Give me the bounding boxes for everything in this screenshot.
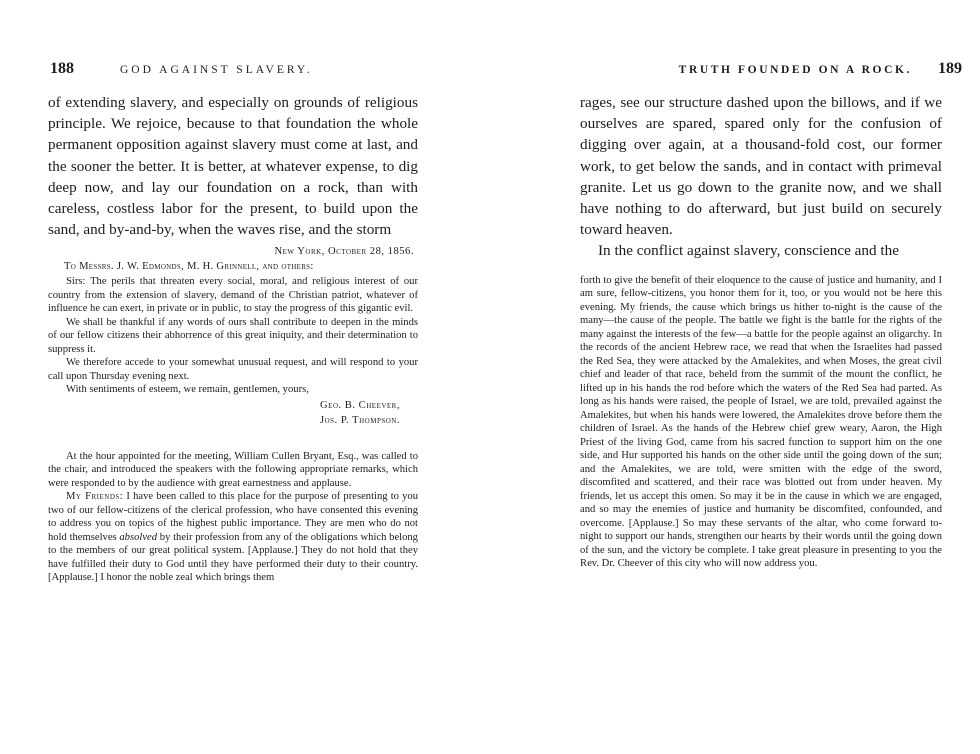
right-page — [490, 0, 980, 754]
running-head: TRUTH FOUNDED ON A ROCK. — [678, 64, 912, 76]
body-paragraph: In the conflict against slavery, conscience and the — [598, 242, 899, 260]
speech-text: I have been called to this place for the purpose of presenting to you two of our fellow-citizens of the clerical profession, who have consented this evening to address you on topics of the highest public importance. They are men who do not hold themselves — [48, 491, 418, 543]
speech-continued: forth to give the benefit of their eloquence to the cause of justice and humanity, and I am sure, fellow-citizens, you honor them for it, too, or you would not be here this evening. My friends, the cause which brings us hither to-night is the cause of the many—the cause of the people. The battle we fight is the battle for the rights of the many against the interests of the few—a battle for the people against an oligarchy. In the records of the ancient Hebrew race, we read that when the Israelites had passed the Red Sea, they were attacked by the Amalekites, and when Moses, the great civil chief and leader of that race, beheld from the summit of the mount the conflict, he lifted up in his hands the rod before which the waters of the Red Sea had parted. As long as his hands were raised, the people of Israel, we are told, prevailed against the Amalekites, but when his hands were lowered, the Amalekites drove before them the children of Israel. As the hands of the Hebrew chief grew weary, Aaron, the High Priest of the living God, came from his sacred function to support him on the one side, and Hur supported his hands on the other side until the going down of the sun; and the Amalekites, we are told, were smitten with the edge of the sword, discomfited and scattered, and their race was blotted out from under heaven. My friends, let us accept this omen. So may it be in the cause in which we are engaged, and so may the enemies of justice and humanity be discomfited, confounded, and overcome. [Applause.] So may these servants of the altar, who come forward to-night to support our hands, strengthen our hearts by their words until the going down of the sun, and the victory be complete. I take great pleasure in presenting to you the Rev. Dr. Cheever of this city who will now address you. — [580, 274, 942, 570]
page-number: 189 — [938, 60, 962, 77]
left-page-column — [48, 92, 418, 585]
section-gap — [48, 428, 418, 450]
right-page-header — [582, 60, 962, 84]
body-paragraph: rages, see our structure dashed upon the billows, and if we ourselves are spared, spared only for the confusion of digging over again, at a thousand-fold cost, our former work, to get below the sands, and in contact with primeval granite. Let us go down to the granite now, and we shall have nothing to do afterward, but just build on securely toward heaven. — [580, 94, 942, 239]
letter-closing: With sentiments of esteem, we remain, gentlemen, yours, — [66, 384, 309, 396]
right-page-column — [580, 92, 942, 571]
letter-paragraph: We therefore accede to your somewhat unusual request, and will respond to your call upon Thursday evening next. — [48, 357, 418, 382]
letter-dateline: New York, October 28, 1856. — [274, 246, 414, 258]
letter-paragraph: Sirs: The perils that threaten every social, moral, and religious interest of our country from the extension of slavery, demand of the Christian patriot, whatever of influence he can exert, in private or in public, to stay the progress of this gigantic evil. — [48, 276, 418, 315]
page-number: 188 — [50, 60, 74, 77]
meeting-paragraph: At the hour appointed for the meeting, William Cullen Bryant, Esq., was called to the chair, and introduced the speakers with the following appropriate remarks, which were responded to by the audience with great earnestness and applause. — [48, 450, 418, 489]
speech-paragraph — [48, 490, 418, 585]
running-head: GOD AGAINST SLAVERY. — [120, 64, 313, 76]
letter-addressee: To Messrs. J. W. Edmonds, M. H. Grinnell, and others: — [64, 261, 314, 273]
letter-signature: Jos. P. Thompson. — [319, 415, 400, 427]
letter-paragraph: We shall be thankful if any words of ours shall contribute to deepen in the minds of our fellow citizens their abhorrence of this great iniquity, and their determination to suppress it. — [48, 316, 418, 355]
left-page-header — [50, 60, 430, 84]
speech-italic-word: absolved — [119, 531, 158, 543]
letter-signature: Geo. B. Cheever, — [320, 399, 400, 411]
speech-salutation: My Friends: — [66, 491, 124, 503]
speech-text: by their profession from any of the obligations which belong to the members of our great political system. [Applause.] They do not hold that they have fulfilled their duty to God until they have performed their duty to their country. [Applause.] I honor the noble zeal which brings them — [48, 531, 418, 584]
body-paragraph: of extending slavery, and especially on grounds of religious principle. We rejoice, because to that foundation the whole permanent opposition against slavery must come at last, and the sooner the better. It is better, at whatever expense, to dig deep now, and lay our foundation on a rock, than with careless, costless labor for the present, to build upon the sand, and by-and-by, when the waves rise, and the storm — [48, 94, 418, 239]
